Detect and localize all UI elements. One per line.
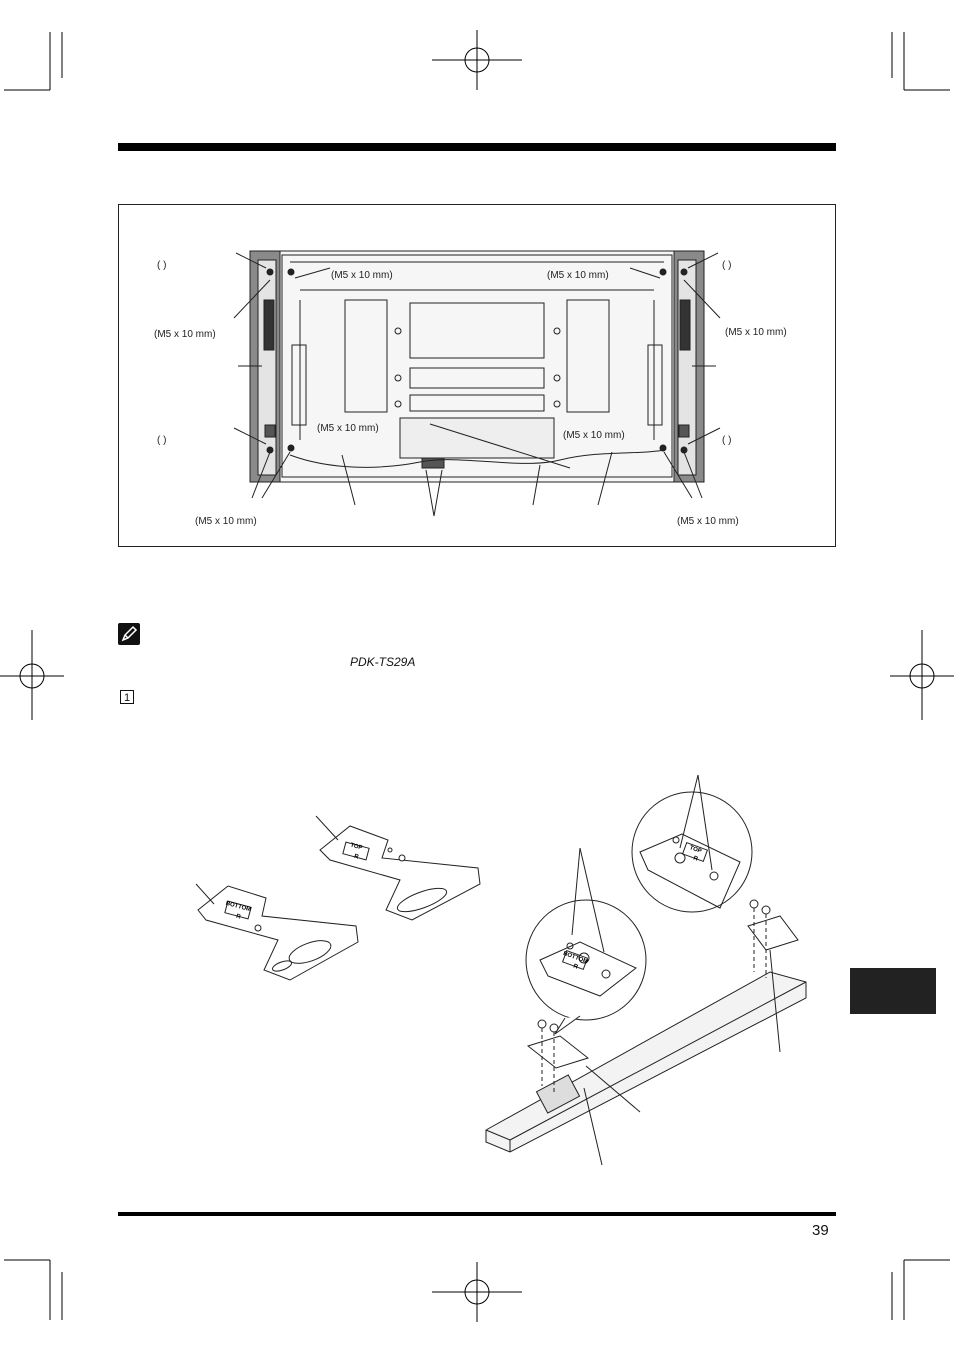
zoom-top-sub: R xyxy=(692,855,699,863)
label-screw-left-mid: (M5 x 10 mm) xyxy=(154,329,216,340)
label-screw-bottom-right: (M5 x 10 mm) xyxy=(677,516,739,527)
label-paren-top-left: ( ) xyxy=(157,260,167,271)
label-screw-lower-right: (M5 x 10 mm) xyxy=(563,430,625,441)
bracket-top-sub: R xyxy=(353,853,360,861)
model-name: PDK-TS29A xyxy=(350,655,416,669)
label-paren-top-right: ( ) xyxy=(722,260,732,271)
footer-rule xyxy=(118,1212,836,1216)
zoom-bottom-sub: R xyxy=(572,963,579,971)
figure-frame xyxy=(118,204,836,547)
header-rule xyxy=(118,143,836,151)
step-number: 1 xyxy=(120,690,134,704)
section-tab xyxy=(850,968,936,1014)
bracket-bottom-sub: R xyxy=(235,913,242,921)
bracket-illustrations xyxy=(196,816,480,980)
label-screw-top-left: (M5 x 10 mm) xyxy=(331,270,393,281)
label-screw-right-mid: (M5 x 10 mm) xyxy=(725,327,787,338)
label-paren-bottom-right: ( ) xyxy=(722,435,732,446)
stand-illustration xyxy=(486,775,806,1165)
zoom-top-label: TOP xyxy=(688,845,703,855)
label-paren-bottom-left: ( ) xyxy=(157,435,167,446)
note-pencil-icon xyxy=(118,623,140,645)
label-screw-lower-left: (M5 x 10 mm) xyxy=(317,423,379,434)
bracket-bottom-label: BOTTOM xyxy=(224,900,252,914)
label-screw-top-right: (M5 x 10 mm) xyxy=(547,270,609,281)
zoom-bottom-label: BOTTOM xyxy=(562,950,589,966)
bracket-top-label: TOP xyxy=(349,842,363,852)
label-screw-bottom-left: (M5 x 10 mm) xyxy=(195,516,257,527)
page-number: 39 xyxy=(812,1222,829,1239)
